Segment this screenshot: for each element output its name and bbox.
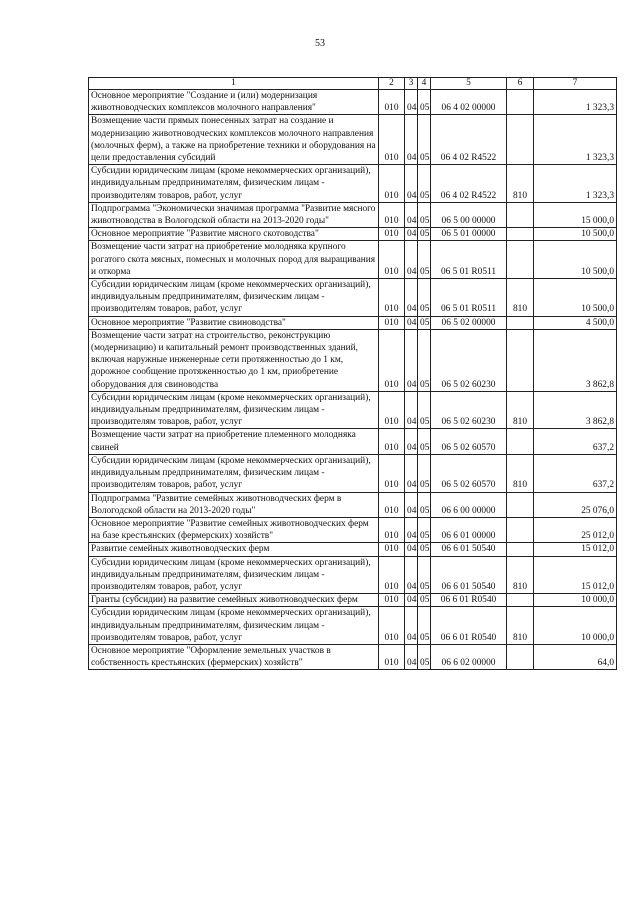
- row-name-cell: Основное мероприятие "Развитие мясного скотоводства": [89, 228, 379, 241]
- row-admin-code-cell: 010: [379, 594, 405, 607]
- row-admin-code-cell: 010: [379, 241, 405, 279]
- row-admin-code-cell: 010: [379, 429, 405, 454]
- header-cell-6: 6: [507, 78, 534, 90]
- row-admin-code-cell: 010: [379, 279, 405, 317]
- row-amount-cell: 64,0: [534, 644, 617, 669]
- row-name-cell: Субсидии юридическим лицам (кроме некоммерческих организаций), индивидуальным предпринимателям, физическим лицам - производителям товаров, работ, услуг: [89, 607, 379, 645]
- row-name-cell: Субсидии юридическим лицам (кроме некоммерческих организаций), индивидуальным предпринимателям, физическим лицам - производителям товаров, работ, услуг: [89, 391, 379, 429]
- row-subsection-cell: 05: [418, 279, 431, 317]
- header-cell-1: 1: [89, 78, 379, 90]
- row-amount-cell: 15 000,0: [534, 202, 617, 227]
- row-expense-type-cell: 810: [507, 454, 534, 492]
- row-name-cell: Возмещение части затрат на строительство, реконструкцию (модернизацию) и капитальный ремонт производственных зданий, включая наружные инженерные сети протяженностью до 1 км, дорожное сообщение протяженностью до 1 км, приобретение оборудования для свиноводства: [89, 329, 379, 391]
- row-section-cell: 04: [405, 329, 418, 391]
- row-name-cell: Субсидии юридическим лицам (кроме некоммерческих организаций), индивидуальным предпринимателям, физическим лицам - производителям товаров, работ, услуг: [89, 279, 379, 317]
- row-amount-cell: 10 000,0: [534, 607, 617, 645]
- row-target-article-cell: 06 5 02 60230: [431, 391, 507, 429]
- row-subsection-cell: 05: [418, 517, 431, 542]
- row-name-cell: Подпрограмма "Экономически значимая программа "Развитие мясного животноводства в Вологодской области на 2013-2020 годы": [89, 202, 379, 227]
- row-amount-cell: 637,2: [534, 454, 617, 492]
- row-expense-type-cell: [507, 115, 534, 165]
- table-header-row: [89, 78, 617, 90]
- row-subsection-cell: 05: [418, 543, 431, 556]
- row-subsection-cell: 05: [418, 492, 431, 517]
- table-row: [89, 454, 617, 492]
- row-subsection-cell: 05: [418, 429, 431, 454]
- row-amount-cell: 10 500,0: [534, 279, 617, 317]
- row-target-article-cell: 06 6 02 00000: [431, 644, 507, 669]
- row-expense-type-cell: [507, 594, 534, 607]
- row-section-cell: 04: [405, 241, 418, 279]
- table-row: [89, 517, 617, 542]
- row-target-article-cell: 06 6 01 50540: [431, 556, 507, 594]
- row-name-cell: Основное мероприятие "Создание и (или) модернизация животноводческих комплексов молочного направления": [89, 90, 379, 115]
- header-cell-7: 7: [534, 78, 617, 90]
- page-number: 53: [315, 38, 325, 49]
- row-admin-code-cell: 010: [379, 115, 405, 165]
- table-row: [89, 543, 617, 556]
- row-subsection-cell: 05: [418, 607, 431, 645]
- row-name-cell: Основное мероприятие "Оформление земельных участков в собственность крестьянских (фермерских) хозяйств": [89, 644, 379, 669]
- row-name-cell: Возмещение части прямых понесенных затрат на создание и модернизацию животноводческих комплексов молочного направления (молочных ферм), а также на приобретение техники и оборудования на цели предоставления субсидий: [89, 115, 379, 165]
- row-name-cell: Основное мероприятие "Развитие семейных животноводческих ферм на базе крестьянских (фермерских) хозяйств": [89, 517, 379, 542]
- table-row: [89, 429, 617, 454]
- row-admin-code-cell: 010: [379, 454, 405, 492]
- table-row: [89, 202, 617, 227]
- row-expense-type-cell: [507, 429, 534, 454]
- row-amount-cell: 3 862,8: [534, 329, 617, 391]
- row-section-cell: 04: [405, 316, 418, 329]
- row-amount-cell: 25 012,0: [534, 517, 617, 542]
- row-section-cell: 04: [405, 202, 418, 227]
- row-name-cell: Субсидии юридическим лицам (кроме некоммерческих организаций), индивидуальным предпринимателям, физическим лицам - производителям товаров, работ, услуг: [89, 454, 379, 492]
- row-section-cell: 04: [405, 543, 418, 556]
- row-amount-cell: 4 500,0: [534, 316, 617, 329]
- row-amount-cell: 10 500,0: [534, 228, 617, 241]
- table-row: [89, 228, 617, 241]
- row-name-cell: Подпрограмма "Развитие семейных животноводческих ферм в Вологодской области на 2013-2020 годы": [89, 492, 379, 517]
- row-target-article-cell: 06 4 02 R4522: [431, 165, 507, 203]
- row-target-article-cell: 06 5 02 60230: [431, 329, 507, 391]
- table-row: [89, 644, 617, 669]
- row-section-cell: 04: [405, 454, 418, 492]
- row-subsection-cell: 05: [418, 594, 431, 607]
- row-expense-type-cell: 810: [507, 165, 534, 203]
- row-expense-type-cell: [507, 492, 534, 517]
- row-amount-cell: 3 862,8: [534, 391, 617, 429]
- table-row: [89, 316, 617, 329]
- row-expense-type-cell: [507, 228, 534, 241]
- header-cell-5: 5: [431, 78, 507, 90]
- row-section-cell: 04: [405, 556, 418, 594]
- table-row: [89, 279, 617, 317]
- row-expense-type-cell: [507, 316, 534, 329]
- row-target-article-cell: 06 5 00 00000: [431, 202, 507, 227]
- row-subsection-cell: 05: [418, 644, 431, 669]
- row-section-cell: 04: [405, 644, 418, 669]
- row-expense-type-cell: [507, 644, 534, 669]
- row-target-article-cell: 06 5 01 R0511: [431, 279, 507, 317]
- row-target-article-cell: 06 5 01 R0511: [431, 241, 507, 279]
- row-admin-code-cell: 010: [379, 644, 405, 669]
- row-expense-type-cell: [507, 241, 534, 279]
- table-row: [89, 165, 617, 203]
- row-amount-cell: 15 012,0: [534, 556, 617, 594]
- row-target-article-cell: 06 6 01 R0540: [431, 607, 507, 645]
- row-expense-type-cell: [507, 543, 534, 556]
- row-amount-cell: 10 500,0: [534, 241, 617, 279]
- row-section-cell: 04: [405, 517, 418, 542]
- row-section-cell: 04: [405, 391, 418, 429]
- row-expense-type-cell: [507, 90, 534, 115]
- table-row: [89, 115, 617, 165]
- row-admin-code-cell: 010: [379, 228, 405, 241]
- row-target-article-cell: 06 5 02 00000: [431, 316, 507, 329]
- table-row: [89, 90, 617, 115]
- row-subsection-cell: 05: [418, 202, 431, 227]
- row-name-cell: Гранты (субсидии) на развитие семейных животноводческих ферм: [89, 594, 379, 607]
- row-section-cell: 04: [405, 90, 418, 115]
- row-subsection-cell: 05: [418, 329, 431, 391]
- row-name-cell: Возмещение части затрат на приобретение молодняка крупного рогатого скота мясных, помесных и молочных пород для выращивания и откорма: [89, 241, 379, 279]
- row-subsection-cell: 05: [418, 228, 431, 241]
- row-section-cell: 04: [405, 228, 418, 241]
- row-section-cell: 04: [405, 594, 418, 607]
- row-expense-type-cell: 810: [507, 556, 534, 594]
- row-expense-type-cell: 810: [507, 607, 534, 645]
- row-admin-code-cell: 010: [379, 543, 405, 556]
- row-subsection-cell: 05: [418, 165, 431, 203]
- row-admin-code-cell: 010: [379, 607, 405, 645]
- header-cell-3: 3: [405, 78, 418, 90]
- row-admin-code-cell: 010: [379, 492, 405, 517]
- row-target-article-cell: 06 4 02 00000: [431, 90, 507, 115]
- row-amount-cell: 25 076,0: [534, 492, 617, 517]
- row-subsection-cell: 05: [418, 115, 431, 165]
- row-expense-type-cell: [507, 517, 534, 542]
- row-target-article-cell: 06 6 01 50540: [431, 543, 507, 556]
- row-expense-type-cell: [507, 329, 534, 391]
- row-admin-code-cell: 010: [379, 90, 405, 115]
- row-name-cell: Возмещение части затрат на приобретение племенного молодняка свиней: [89, 429, 379, 454]
- row-target-article-cell: 06 5 01 00000: [431, 228, 507, 241]
- row-admin-code-cell: 010: [379, 316, 405, 329]
- row-target-article-cell: 06 5 02 60570: [431, 454, 507, 492]
- header-cell-2: 2: [379, 78, 405, 90]
- row-section-cell: 04: [405, 279, 418, 317]
- row-section-cell: 04: [405, 115, 418, 165]
- row-amount-cell: 1 323,3: [534, 90, 617, 115]
- header-cell-4: 4: [418, 78, 431, 90]
- row-name-cell: Субсидии юридическим лицам (кроме некоммерческих организаций), индивидуальным предпринимателям, физическим лицам - производителям товаров, работ, услуг: [89, 556, 379, 594]
- row-subsection-cell: 05: [418, 556, 431, 594]
- table-row: [89, 391, 617, 429]
- row-subsection-cell: 05: [418, 391, 431, 429]
- row-admin-code-cell: 010: [379, 165, 405, 203]
- row-admin-code-cell: 010: [379, 517, 405, 542]
- row-expense-type-cell: 810: [507, 391, 534, 429]
- row-admin-code-cell: 010: [379, 391, 405, 429]
- row-target-article-cell: 06 4 02 R4522: [431, 115, 507, 165]
- row-amount-cell: 1 323,3: [534, 165, 617, 203]
- row-target-article-cell: 06 6 00 00000: [431, 492, 507, 517]
- row-amount-cell: 15 012,0: [534, 543, 617, 556]
- row-section-cell: 04: [405, 607, 418, 645]
- budget-table: [88, 77, 617, 670]
- row-target-article-cell: 06 6 01 R0540: [431, 594, 507, 607]
- row-admin-code-cell: 010: [379, 556, 405, 594]
- row-subsection-cell: 05: [418, 241, 431, 279]
- row-amount-cell: 637,2: [534, 429, 617, 454]
- row-subsection-cell: 05: [418, 90, 431, 115]
- row-target-article-cell: 06 6 01 00000: [431, 517, 507, 542]
- row-name-cell: Субсидии юридическим лицам (кроме некоммерческих организаций), индивидуальным предпринимателям, физическим лицам - производителям товаров, работ, услуг: [89, 165, 379, 203]
- row-expense-type-cell: [507, 202, 534, 227]
- table-row: [89, 492, 617, 517]
- row-amount-cell: 1 323,3: [534, 115, 617, 165]
- row-target-article-cell: 06 5 02 60570: [431, 429, 507, 454]
- table-row: [89, 556, 617, 594]
- table-row: [89, 329, 617, 391]
- table-row: [89, 607, 617, 645]
- row-section-cell: 04: [405, 429, 418, 454]
- row-name-cell: Развитие семейных животноводческих ферм: [89, 543, 379, 556]
- row-admin-code-cell: 010: [379, 329, 405, 391]
- row-expense-type-cell: 810: [507, 279, 534, 317]
- table-row: [89, 241, 617, 279]
- row-amount-cell: 10 000,0: [534, 594, 617, 607]
- row-subsection-cell: 05: [418, 454, 431, 492]
- table-row: [89, 594, 617, 607]
- row-name-cell: Основное мероприятие "Развитие свиноводства": [89, 316, 379, 329]
- row-admin-code-cell: 010: [379, 202, 405, 227]
- row-section-cell: 04: [405, 165, 418, 203]
- row-section-cell: 04: [405, 492, 418, 517]
- row-subsection-cell: 05: [418, 316, 431, 329]
